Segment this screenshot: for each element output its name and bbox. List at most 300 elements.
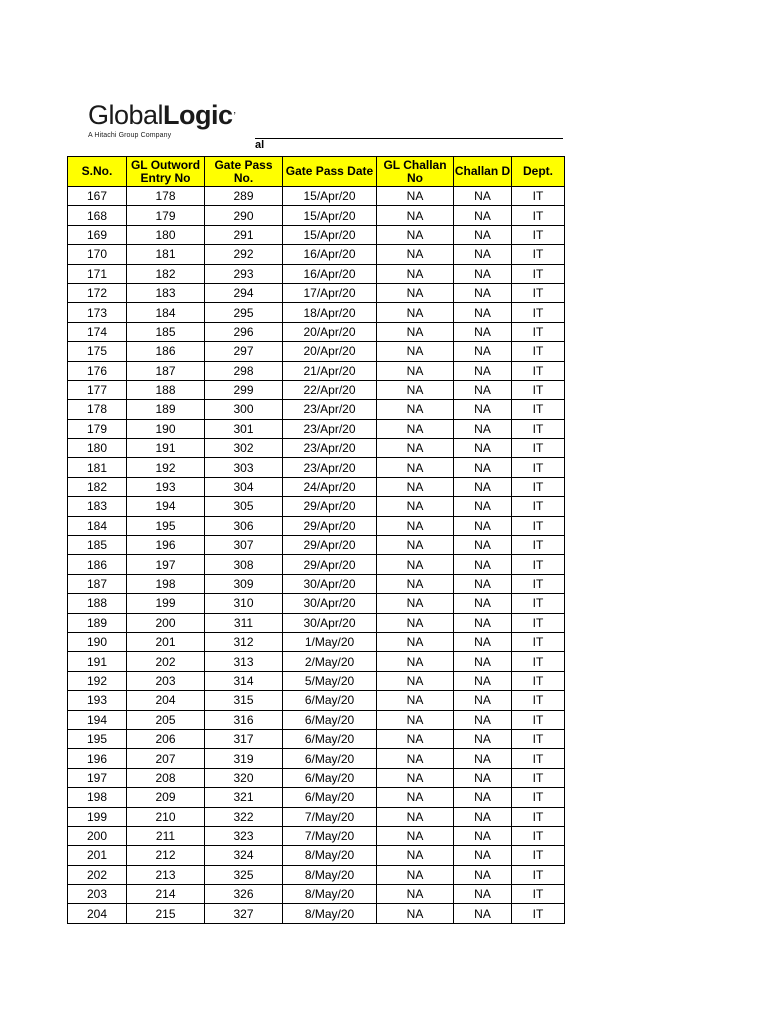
cell-gl-outword-entry-no: 201: [127, 632, 205, 651]
cell-sno: 190: [68, 632, 127, 651]
cell-gl-challan-no: NA: [377, 497, 454, 516]
cell-sno: 204: [68, 904, 127, 923]
cell-gate-pass-no: 304: [205, 477, 283, 496]
cell-gate-pass-no: 301: [205, 419, 283, 438]
cell-challan-date: NA: [454, 516, 512, 535]
table-row: [68, 380, 565, 399]
cell-gl-challan-no: NA: [377, 283, 454, 302]
cell-challan-date: NA: [454, 768, 512, 787]
cell-challan-date: NA: [454, 904, 512, 923]
cell-challan-date: NA: [454, 225, 512, 244]
cell-gl-challan-no: NA: [377, 555, 454, 574]
cell-challan-date: NA: [454, 729, 512, 748]
table-row: [68, 361, 565, 380]
cell-challan-date: NA: [454, 846, 512, 865]
cell-gate-pass-date: 6/May/20: [283, 691, 377, 710]
cell-gl-outword-entry-no: 193: [127, 477, 205, 496]
cell-gl-challan-no: NA: [377, 652, 454, 671]
cell-gate-pass-no: 313: [205, 652, 283, 671]
cell-gate-pass-date: 21/Apr/20: [283, 361, 377, 380]
cell-sno: 171: [68, 264, 127, 283]
cell-gl-challan-no: NA: [377, 807, 454, 826]
cell-sno: 203: [68, 885, 127, 904]
cell-gl-outword-entry-no: 180: [127, 225, 205, 244]
table-row: [68, 710, 565, 729]
cell-sno: 173: [68, 303, 127, 322]
cell-sno: 181: [68, 458, 127, 477]
cell-gl-outword-entry-no: 192: [127, 458, 205, 477]
cell-challan-date: NA: [454, 187, 512, 206]
cell-sno: 177: [68, 380, 127, 399]
cell-gl-challan-no: NA: [377, 788, 454, 807]
cell-gl-outword-entry-no: 206: [127, 729, 205, 748]
cell-dept: IT: [512, 691, 565, 710]
cell-gate-pass-date: 6/May/20: [283, 710, 377, 729]
header-challan-date: Challan D: [454, 157, 512, 187]
cell-dept: IT: [512, 885, 565, 904]
cell-gate-pass-no: 314: [205, 671, 283, 690]
cell-gl-challan-no: NA: [377, 768, 454, 787]
cell-gate-pass-no: 293: [205, 264, 283, 283]
cell-challan-date: NA: [454, 749, 512, 768]
logo-name-thin: Global: [88, 100, 164, 130]
cell-dept: IT: [512, 439, 565, 458]
cell-gl-challan-no: NA: [377, 846, 454, 865]
cell-gate-pass-date: 29/Apr/20: [283, 516, 377, 535]
cell-gate-pass-date: 5/May/20: [283, 671, 377, 690]
cell-gate-pass-date: 15/Apr/20: [283, 206, 377, 225]
table-row: [68, 749, 565, 768]
cell-gl-challan-no: NA: [377, 187, 454, 206]
table-row: [68, 264, 565, 283]
cell-gl-outword-entry-no: 204: [127, 691, 205, 710]
cell-challan-date: NA: [454, 788, 512, 807]
cell-dept: IT: [512, 264, 565, 283]
cell-gl-challan-no: NA: [377, 536, 454, 555]
cell-gl-challan-no: NA: [377, 322, 454, 341]
cell-gate-pass-date: 7/May/20: [283, 826, 377, 845]
cell-gl-outword-entry-no: 210: [127, 807, 205, 826]
logo-mark: ʼ: [233, 111, 236, 123]
cell-gate-pass-no: 298: [205, 361, 283, 380]
cell-gl-challan-no: NA: [377, 574, 454, 593]
cell-dept: IT: [512, 749, 565, 768]
cell-challan-date: NA: [454, 264, 512, 283]
cell-gate-pass-date: 1/May/20: [283, 632, 377, 651]
table-row: [68, 400, 565, 419]
cell-dept: IT: [512, 807, 565, 826]
cell-gl-challan-no: NA: [377, 400, 454, 419]
table-row: [68, 768, 565, 787]
cell-sno: 199: [68, 807, 127, 826]
cell-gate-pass-no: 327: [205, 904, 283, 923]
cell-dept: IT: [512, 788, 565, 807]
header-gl-outword-entry-no: GL Outword Entry No: [127, 157, 205, 187]
cell-gl-outword-entry-no: 213: [127, 865, 205, 884]
table-row: [68, 225, 565, 244]
cell-gate-pass-date: 8/May/20: [283, 904, 377, 923]
table-row: [68, 419, 565, 438]
cell-dept: IT: [512, 206, 565, 225]
table-row: [68, 245, 565, 264]
cell-sno: 178: [68, 400, 127, 419]
cell-gate-pass-date: 17/Apr/20: [283, 283, 377, 302]
cell-gl-outword-entry-no: 182: [127, 264, 205, 283]
cell-challan-date: NA: [454, 613, 512, 632]
header-sno: S.No.: [68, 157, 127, 187]
cell-sno: 197: [68, 768, 127, 787]
cell-dept: IT: [512, 846, 565, 865]
cell-challan-date: NA: [454, 342, 512, 361]
cell-gate-pass-date: 8/May/20: [283, 865, 377, 884]
table-row: [68, 729, 565, 748]
cell-dept: IT: [512, 419, 565, 438]
cell-gate-pass-date: 8/May/20: [283, 846, 377, 865]
table-row: [68, 187, 565, 206]
table-row: [68, 807, 565, 826]
cell-gl-challan-no: NA: [377, 342, 454, 361]
table-row: [68, 826, 565, 845]
table-row: [68, 671, 565, 690]
cell-gl-challan-no: NA: [377, 904, 454, 923]
cell-dept: IT: [512, 400, 565, 419]
logo-name-bold: Logic: [163, 100, 233, 130]
cell-gl-outword-entry-no: 207: [127, 749, 205, 768]
cell-challan-date: NA: [454, 536, 512, 555]
cell-gate-pass-date: 30/Apr/20: [283, 613, 377, 632]
cell-sno: 195: [68, 729, 127, 748]
cell-gl-challan-no: NA: [377, 225, 454, 244]
table-row: [68, 536, 565, 555]
cell-dept: IT: [512, 303, 565, 322]
cell-sno: 174: [68, 322, 127, 341]
table-row: [68, 458, 565, 477]
cell-sno: 170: [68, 245, 127, 264]
cell-gl-outword-entry-no: 194: [127, 497, 205, 516]
globallogic-logo: [88, 100, 258, 150]
cell-gl-challan-no: NA: [377, 885, 454, 904]
cell-gate-pass-no: 316: [205, 710, 283, 729]
cell-challan-date: NA: [454, 865, 512, 884]
cell-challan-date: NA: [454, 419, 512, 438]
cell-challan-date: NA: [454, 671, 512, 690]
cell-gate-pass-date: 29/Apr/20: [283, 555, 377, 574]
cell-dept: IT: [512, 497, 565, 516]
cell-challan-date: NA: [454, 400, 512, 419]
cell-challan-date: NA: [454, 303, 512, 322]
cell-gl-challan-no: NA: [377, 419, 454, 438]
table-row: [68, 497, 565, 516]
cell-gl-outword-entry-no: 183: [127, 283, 205, 302]
cell-sno: 182: [68, 477, 127, 496]
cell-challan-date: NA: [454, 594, 512, 613]
cell-gl-outword-entry-no: 205: [127, 710, 205, 729]
cell-gl-outword-entry-no: 181: [127, 245, 205, 264]
cell-gate-pass-date: 20/Apr/20: [283, 342, 377, 361]
header-gl-challan-no: GL Challan No: [377, 157, 454, 187]
cell-dept: IT: [512, 477, 565, 496]
cell-challan-date: NA: [454, 206, 512, 225]
cell-dept: IT: [512, 245, 565, 264]
cell-gate-pass-no: 295: [205, 303, 283, 322]
cell-sno: 185: [68, 536, 127, 555]
header-gate-pass-date: Gate Pass Date: [283, 157, 377, 187]
cell-sno: 186: [68, 555, 127, 574]
cell-sno: 172: [68, 283, 127, 302]
cell-gl-outword-entry-no: 212: [127, 846, 205, 865]
table-row: [68, 691, 565, 710]
cell-sno: 176: [68, 361, 127, 380]
cell-gate-pass-no: 325: [205, 865, 283, 884]
cell-gate-pass-date: 7/May/20: [283, 807, 377, 826]
cell-gl-outword-entry-no: 191: [127, 439, 205, 458]
table-row: [68, 477, 565, 496]
cell-dept: IT: [512, 187, 565, 206]
cell-dept: IT: [512, 536, 565, 555]
cell-gl-outword-entry-no: 196: [127, 536, 205, 555]
cell-gate-pass-no: 306: [205, 516, 283, 535]
cell-dept: IT: [512, 710, 565, 729]
cell-dept: IT: [512, 729, 565, 748]
cell-gate-pass-date: 29/Apr/20: [283, 536, 377, 555]
cell-gl-outword-entry-no: 186: [127, 342, 205, 361]
cell-gate-pass-no: 296: [205, 322, 283, 341]
cell-gl-outword-entry-no: 202: [127, 652, 205, 671]
cell-gate-pass-date: 23/Apr/20: [283, 400, 377, 419]
cell-gl-outword-entry-no: 178: [127, 187, 205, 206]
cell-challan-date: NA: [454, 322, 512, 341]
cell-gate-pass-date: 30/Apr/20: [283, 574, 377, 593]
cell-sno: 169: [68, 225, 127, 244]
cell-gl-outword-entry-no: 209: [127, 788, 205, 807]
cell-sno: 200: [68, 826, 127, 845]
cell-sno: 183: [68, 497, 127, 516]
cell-dept: IT: [512, 574, 565, 593]
logo-wordmark: [88, 100, 258, 130]
cell-sno: 187: [68, 574, 127, 593]
cell-gl-challan-no: NA: [377, 458, 454, 477]
cell-gate-pass-no: 307: [205, 536, 283, 555]
cell-gate-pass-date: 23/Apr/20: [283, 419, 377, 438]
cell-gate-pass-date: 23/Apr/20: [283, 439, 377, 458]
cell-sno: 202: [68, 865, 127, 884]
table-row: [68, 283, 565, 302]
cell-gl-outword-entry-no: 200: [127, 613, 205, 632]
cell-dept: IT: [512, 361, 565, 380]
cell-sno: 179: [68, 419, 127, 438]
cell-sno: 167: [68, 187, 127, 206]
cell-gate-pass-date: 24/Apr/20: [283, 477, 377, 496]
table-row: [68, 904, 565, 923]
cell-gate-pass-date: 8/May/20: [283, 885, 377, 904]
cell-gl-challan-no: NA: [377, 477, 454, 496]
cell-gl-challan-no: NA: [377, 380, 454, 399]
cell-challan-date: NA: [454, 439, 512, 458]
header-dept: Dept.: [512, 157, 565, 187]
cell-dept: IT: [512, 768, 565, 787]
cell-dept: IT: [512, 283, 565, 302]
cell-gl-challan-no: NA: [377, 245, 454, 264]
cell-gate-pass-date: 6/May/20: [283, 788, 377, 807]
header-gate-pass-no: Gate Pass No.: [205, 157, 283, 187]
cell-dept: IT: [512, 342, 565, 361]
cell-dept: IT: [512, 225, 565, 244]
cell-gl-outword-entry-no: 203: [127, 671, 205, 690]
cell-gl-challan-no: NA: [377, 865, 454, 884]
cell-challan-date: NA: [454, 652, 512, 671]
cell-dept: IT: [512, 904, 565, 923]
cell-gl-challan-no: NA: [377, 613, 454, 632]
cell-gl-outword-entry-no: 197: [127, 555, 205, 574]
cell-gl-challan-no: NA: [377, 264, 454, 283]
cell-gl-outword-entry-no: 208: [127, 768, 205, 787]
cell-gate-pass-date: 6/May/20: [283, 729, 377, 748]
cell-gate-pass-no: 312: [205, 632, 283, 651]
cell-gate-pass-no: 289: [205, 187, 283, 206]
cell-gate-pass-no: 308: [205, 555, 283, 574]
cell-gl-outword-entry-no: 179: [127, 206, 205, 225]
cell-challan-date: NA: [454, 807, 512, 826]
cell-gate-pass-date: 23/Apr/20: [283, 458, 377, 477]
cell-gl-challan-no: NA: [377, 594, 454, 613]
cell-dept: IT: [512, 613, 565, 632]
cell-gate-pass-no: 309: [205, 574, 283, 593]
cell-sno: 175: [68, 342, 127, 361]
cell-gl-outword-entry-no: 187: [127, 361, 205, 380]
cell-dept: IT: [512, 458, 565, 477]
table-row: [68, 632, 565, 651]
cell-sno: 180: [68, 439, 127, 458]
table-row: [68, 555, 565, 574]
cell-gate-pass-no: 320: [205, 768, 283, 787]
cell-gl-challan-no: NA: [377, 671, 454, 690]
cell-dept: IT: [512, 826, 565, 845]
table-header-row: [68, 157, 565, 187]
cell-gate-pass-date: 2/May/20: [283, 652, 377, 671]
cell-sno: 198: [68, 788, 127, 807]
cell-gl-outword-entry-no: 188: [127, 380, 205, 399]
cell-gate-pass-no: 300: [205, 400, 283, 419]
sheet-title-fragment: al: [255, 139, 265, 151]
cell-gl-challan-no: NA: [377, 516, 454, 535]
cell-challan-date: NA: [454, 283, 512, 302]
table-row: [68, 594, 565, 613]
cell-gl-outword-entry-no: 184: [127, 303, 205, 322]
cell-gate-pass-date: 18/Apr/20: [283, 303, 377, 322]
cell-sno: 193: [68, 691, 127, 710]
table-row: [68, 885, 565, 904]
cell-gate-pass-no: 324: [205, 846, 283, 865]
cell-gate-pass-no: 322: [205, 807, 283, 826]
table-row: [68, 613, 565, 632]
cell-dept: IT: [512, 865, 565, 884]
cell-sno: 184: [68, 516, 127, 535]
table-row: [68, 303, 565, 322]
cell-gl-challan-no: NA: [377, 749, 454, 768]
cell-gate-pass-no: 305: [205, 497, 283, 516]
cell-gl-challan-no: NA: [377, 361, 454, 380]
cell-gl-outword-entry-no: 190: [127, 419, 205, 438]
cell-gl-challan-no: NA: [377, 729, 454, 748]
cell-gate-pass-date: 6/May/20: [283, 749, 377, 768]
cell-challan-date: NA: [454, 458, 512, 477]
cell-gate-pass-date: 16/Apr/20: [283, 245, 377, 264]
cell-sno: 196: [68, 749, 127, 768]
table-row: [68, 574, 565, 593]
table-row: [68, 652, 565, 671]
cell-challan-date: NA: [454, 632, 512, 651]
cell-challan-date: NA: [454, 555, 512, 574]
cell-dept: IT: [512, 380, 565, 399]
logo-tagline: A Hitachi Group Company: [88, 132, 172, 139]
cell-sno: 192: [68, 671, 127, 690]
cell-sno: 191: [68, 652, 127, 671]
cell-challan-date: NA: [454, 574, 512, 593]
cell-gate-pass-date: 30/Apr/20: [283, 594, 377, 613]
table-row: [68, 788, 565, 807]
cell-challan-date: NA: [454, 245, 512, 264]
cell-sno: 189: [68, 613, 127, 632]
table-row: [68, 322, 565, 341]
table-row: [68, 439, 565, 458]
cell-gate-pass-no: 310: [205, 594, 283, 613]
cell-gate-pass-no: 317: [205, 729, 283, 748]
cell-dept: IT: [512, 555, 565, 574]
cell-gl-challan-no: NA: [377, 826, 454, 845]
cell-gl-challan-no: NA: [377, 632, 454, 651]
table-row: [68, 516, 565, 535]
cell-gate-pass-no: 292: [205, 245, 283, 264]
cell-dept: IT: [512, 632, 565, 651]
table-row: [68, 865, 565, 884]
cell-gate-pass-no: 297: [205, 342, 283, 361]
cell-gate-pass-no: 315: [205, 691, 283, 710]
cell-gate-pass-no: 302: [205, 439, 283, 458]
cell-gate-pass-no: 326: [205, 885, 283, 904]
cell-challan-date: NA: [454, 710, 512, 729]
table-row: [68, 206, 565, 225]
cell-gate-pass-no: 323: [205, 826, 283, 845]
cell-sno: 168: [68, 206, 127, 225]
cell-dept: IT: [512, 671, 565, 690]
cell-gl-outword-entry-no: 215: [127, 904, 205, 923]
cell-gate-pass-no: 299: [205, 380, 283, 399]
gate-pass-table: [67, 156, 565, 924]
cell-gate-pass-no: 311: [205, 613, 283, 632]
cell-gl-outword-entry-no: 199: [127, 594, 205, 613]
cell-gate-pass-date: 15/Apr/20: [283, 187, 377, 206]
title-underline: [255, 138, 563, 139]
cell-gate-pass-date: 22/Apr/20: [283, 380, 377, 399]
cell-gl-challan-no: NA: [377, 691, 454, 710]
cell-gate-pass-no: 321: [205, 788, 283, 807]
cell-gl-challan-no: NA: [377, 206, 454, 225]
cell-gate-pass-no: 319: [205, 749, 283, 768]
cell-challan-date: NA: [454, 380, 512, 399]
cell-gl-challan-no: NA: [377, 439, 454, 458]
cell-gate-pass-no: 303: [205, 458, 283, 477]
cell-gate-pass-date: 15/Apr/20: [283, 225, 377, 244]
cell-dept: IT: [512, 516, 565, 535]
cell-sno: 188: [68, 594, 127, 613]
cell-gate-pass-date: 6/May/20: [283, 768, 377, 787]
cell-gate-pass-date: 16/Apr/20: [283, 264, 377, 283]
cell-dept: IT: [512, 594, 565, 613]
table-row: [68, 342, 565, 361]
cell-sno: 201: [68, 846, 127, 865]
cell-gate-pass-no: 294: [205, 283, 283, 302]
cell-gate-pass-no: 290: [205, 206, 283, 225]
